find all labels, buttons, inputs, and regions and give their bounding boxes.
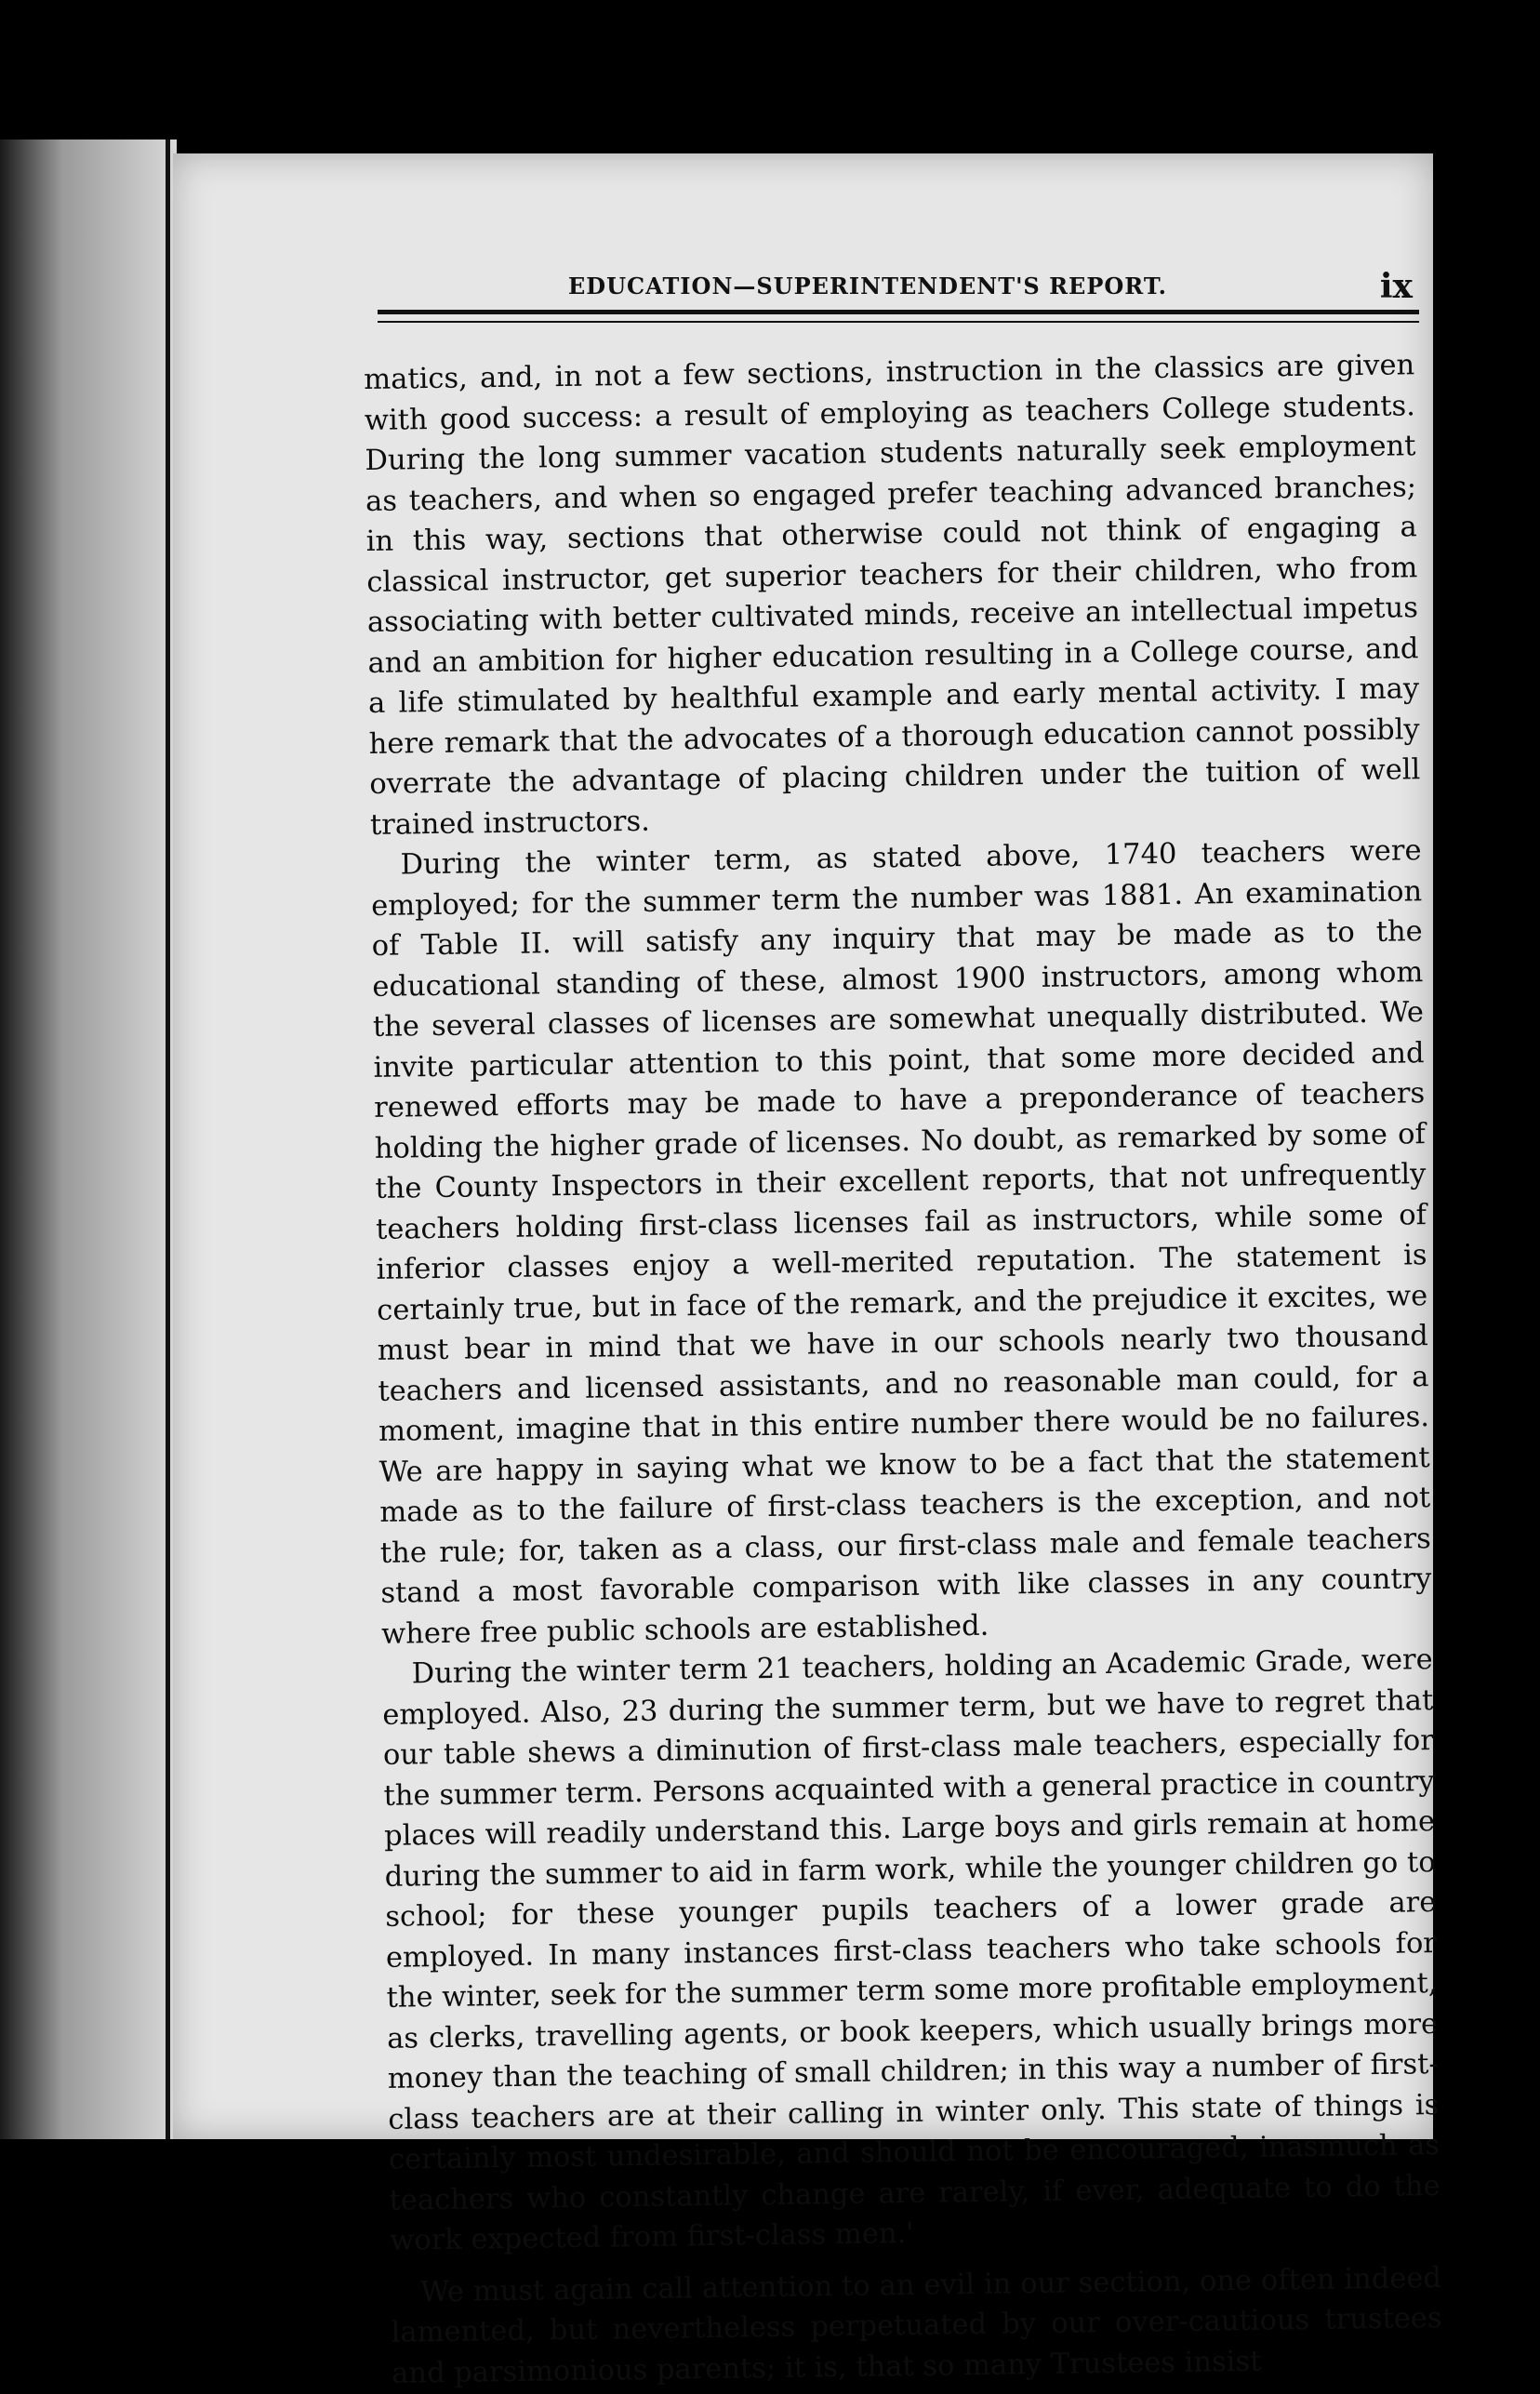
- paragraph-4: We must again call attention to an evil in our section, one often indeed lamented, but nevertheless perpetuated by our over-cautious trustees and parsimonious parents; it is, that so many Trustees insist: [391, 2261, 1442, 2390]
- paragraph-2: During the winter term, as stated above, 1740 teachers were employed; for the summer term the number was 1881. An examination of Table II. will satisfy any inquiry that may be made as to the educational standing of these, almost 1900 instructors, among whom the several classes of licenses are somewhat unequally distributed. We invite particular attention to this point, that some more decided and renewed efforts may be made to have a preponderance of teachers holding the higher grade of licenses. No doubt, as remarked by some of the County Inspectors in their excellent reports, that not unfrequently teachers holding first-class licenses fail as instructors, while some of inferior classes enjoy a well-merited reputation. The statement is certainly true, but in face of the remark, and the prejudice it excites, we must bear in mind that we have in our schools nearly two thousand teachers and licensed assistants, and no reasonable man could, for a moment, imagine that in this entire number there would be no failures. We are happy in saying what we know to be a fact that the statement made as to the failure of first-class teachers is the exception, and not the rule; for, taken as a class, our first-class male and female teachers stand a most favorable comparison with like classes in any country where free public schools are established.: [370, 834, 1432, 1651]
- page-number: ix: [1379, 267, 1413, 306]
- paragraph-1: matics, and, in not a few sections, instruction in the classics are given with good success: a result of employing as teachers College students. During the long summer vacation students naturally seek employment as teachers, and when so engaged prefer teaching advanced branches; in this way, sections that otherwise could not think of engaging a classical instructor, get superior teachers for their children, who from associating with better cultivated minds, receive an intellectual impetus and an ambition for higher education resulting in a College course, and a life stimulated by healthful example and early mental activity. I may here remark that the advocates of a thorough education cannot possibly overrate the advantage of placing children under the tuition of well trained instructors.: [364, 349, 1421, 842]
- running-head: EDUCATION—SUPERINTENDENT'S REPORT.: [568, 273, 1167, 299]
- facing-page-edge: [0, 140, 177, 2139]
- gutter-line: [166, 140, 170, 2139]
- header-rule-thick: [378, 310, 1419, 314]
- header-rule-thin: [378, 321, 1419, 323]
- book-page: [173, 153, 1442, 2390]
- body-text: [364, 345, 1442, 2390]
- paragraph-3: During the winter term 21 teachers, holding an Academic Grade, were employed. Also, 23 during the summer term, but we have to regret that our table shews a diminution of first-class male teachers, especially for the summer term. Persons acquainted with a general practice in country places will readily understand this. Large boys and girls remain at home during the summer to aid in farm work, while the younger children go to school; for these younger pupils teachers of a lower grade are employed. In many instances first-class teachers who take schools for the winter, seek for the summer term some more profitable employment, as clerks, travelling agents, or book keepers, which usually brings more money than the teaching of small children; in this way a number of first-class teachers are at their calling in winter only. This state of things is certainly most undesirable, and should not be encouraged, inasmuch as teachers who constantly change are rarely, if ever, adequate to do the work expected from first-class men.': [382, 1643, 1440, 2257]
